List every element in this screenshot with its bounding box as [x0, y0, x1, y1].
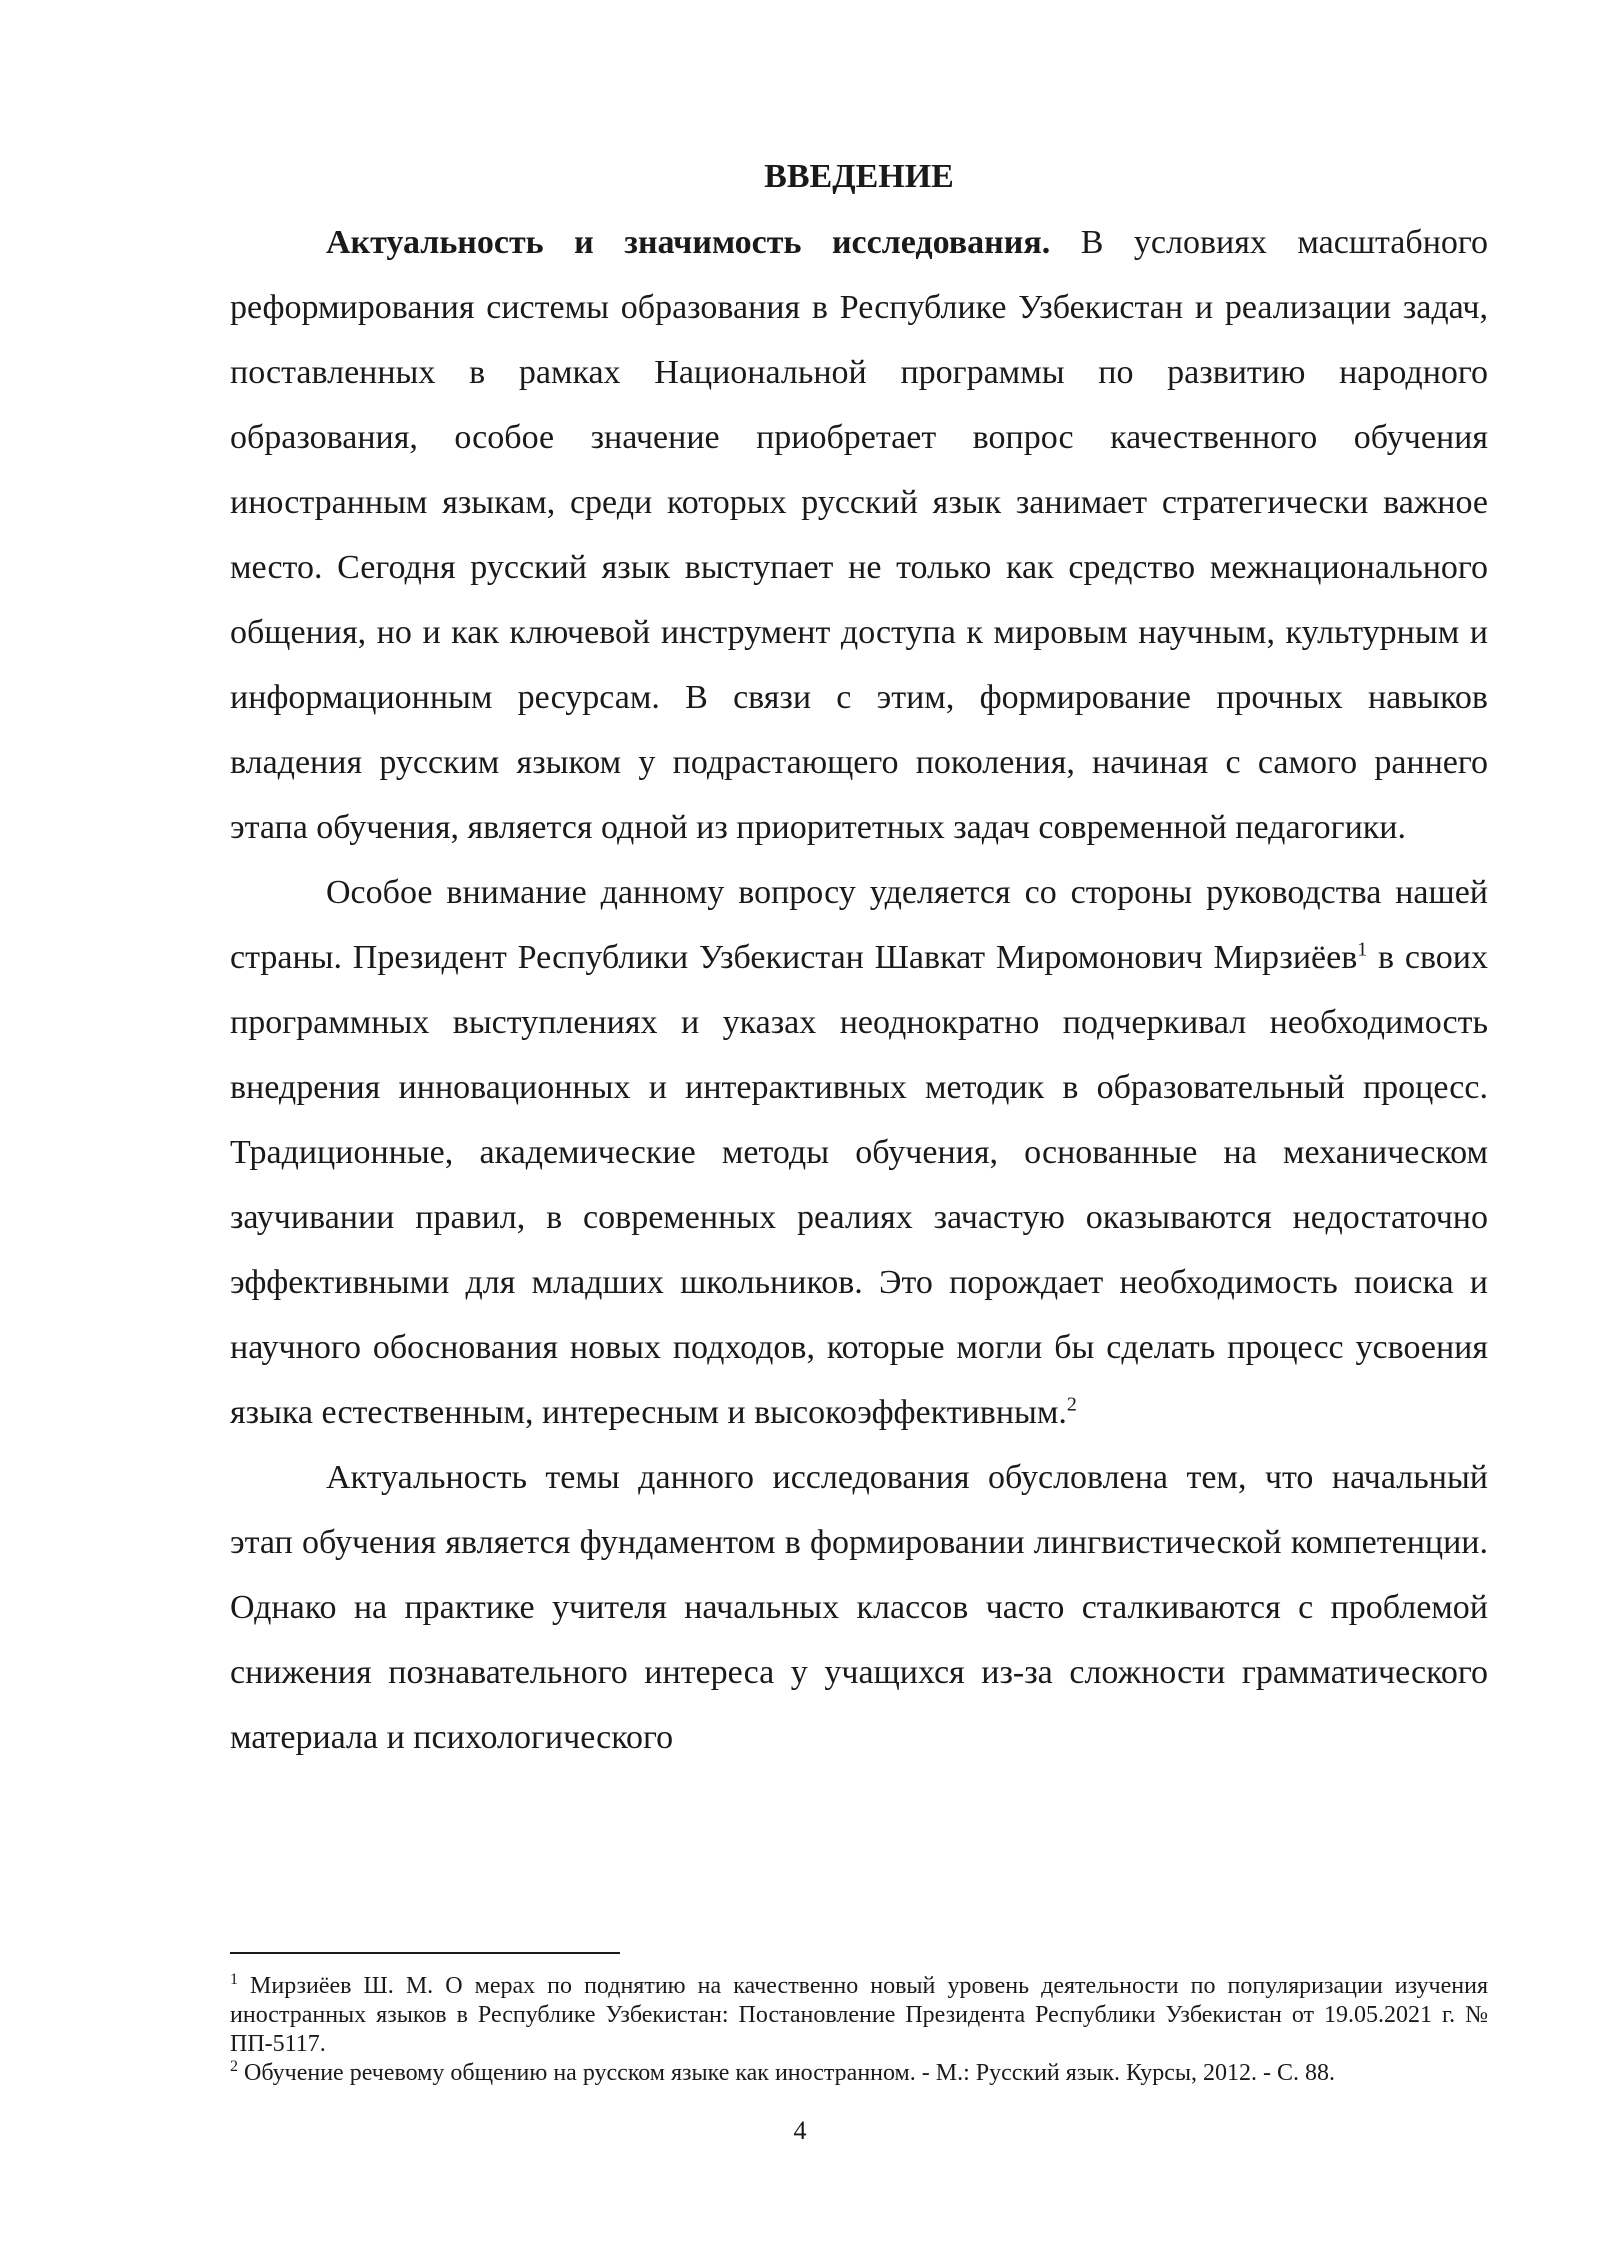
footnote-2 [230, 2059, 1488, 2088]
footnote-reference-2[interactable]: 2 [1066, 1393, 1077, 1416]
footnotes-section [230, 1952, 1488, 2088]
page-number: 4 [793, 2116, 807, 2145]
paragraph-text: в своих программных выступлениях и указах неоднократно подчеркивал необходимость внедрения инновационных и интерактивных методик в образовательный процесс. Традиционные, академические методы обучения, основанные на механическом заучивании правил, в современных реалиях зачастую оказываются недостаточно эффективными для младших школьников. Это порождает необходимость поиска и научного обоснования новых подходов, которые могли бы сделать процесс усвоения языка естественным, интересным и высокоэффективным. [230, 939, 1488, 1431]
paragraph-text: Актуальность темы данного исследования обусловлена тем, что начальный этап обучения является фундаментом в формировании лингвистической компетенции. Однако на практике учителя начальных классов часто сталкиваются с проблемой снижения познавательного интереса у учащихся из-за сложности грамматического материала и психологического [230, 1459, 1488, 1756]
footnote-marker: 2 [230, 2058, 238, 2075]
main-text [230, 150, 1488, 1770]
footnote-text: Мирзиёев Ш. М. О мерах по поднятию на качественно новый уровень деятельности по популяризации изучения иностранных языков в Республике Узбекистан: Постановление Президента Республики Узбекистан от 19.05.2021 г. № ПП-5117. [230, 1973, 1488, 2057]
paragraph-text: В условиях масштабного реформирования системы образования в Республике Узбекистан и реализации задач, поставленных в рамках Национальной программы по развитию народного образования, особое значение приобретает вопрос качественного обучения иностранным языкам, среди которых русский язык занимает стратегически важное место. Сегодня русский язык выступает не только как средство межнационального общения, но и как ключевой инструмент доступа к мировым научным, культурным и информационным ресурсам. В связи с этим, формирование прочных навыков владения русским языком у подрастающего поколения, начиная с самого раннего этапа обучения, является одной из приоритетных задач современной педагогики. [230, 224, 1488, 846]
paragraph-text: Особое внимание данному вопросу уделяется со стороны руководства нашей страны. Президент Республики Узбекистан Шавкат Миромонович Мирзиёев [230, 874, 1488, 976]
footnote-1 [230, 1972, 1488, 2059]
paragraph-president [230, 860, 1488, 1445]
paragraph-lead: Актуальность и значимость исследования. [326, 224, 1051, 261]
footnote-separator [230, 1952, 620, 1954]
paragraph-relevance [230, 210, 1488, 860]
section-heading: ВВЕДЕНИЕ [764, 158, 954, 195]
footnote-text: Обучение речевому общению на русском языке как иностранном. - М.: Русский язык. Курсы, 2012. - С. 88. [238, 2060, 1336, 2086]
footnote-marker: 1 [230, 1971, 238, 1988]
footnote-reference-1[interactable]: 1 [1357, 938, 1368, 961]
paragraph-topic [230, 1445, 1488, 1770]
